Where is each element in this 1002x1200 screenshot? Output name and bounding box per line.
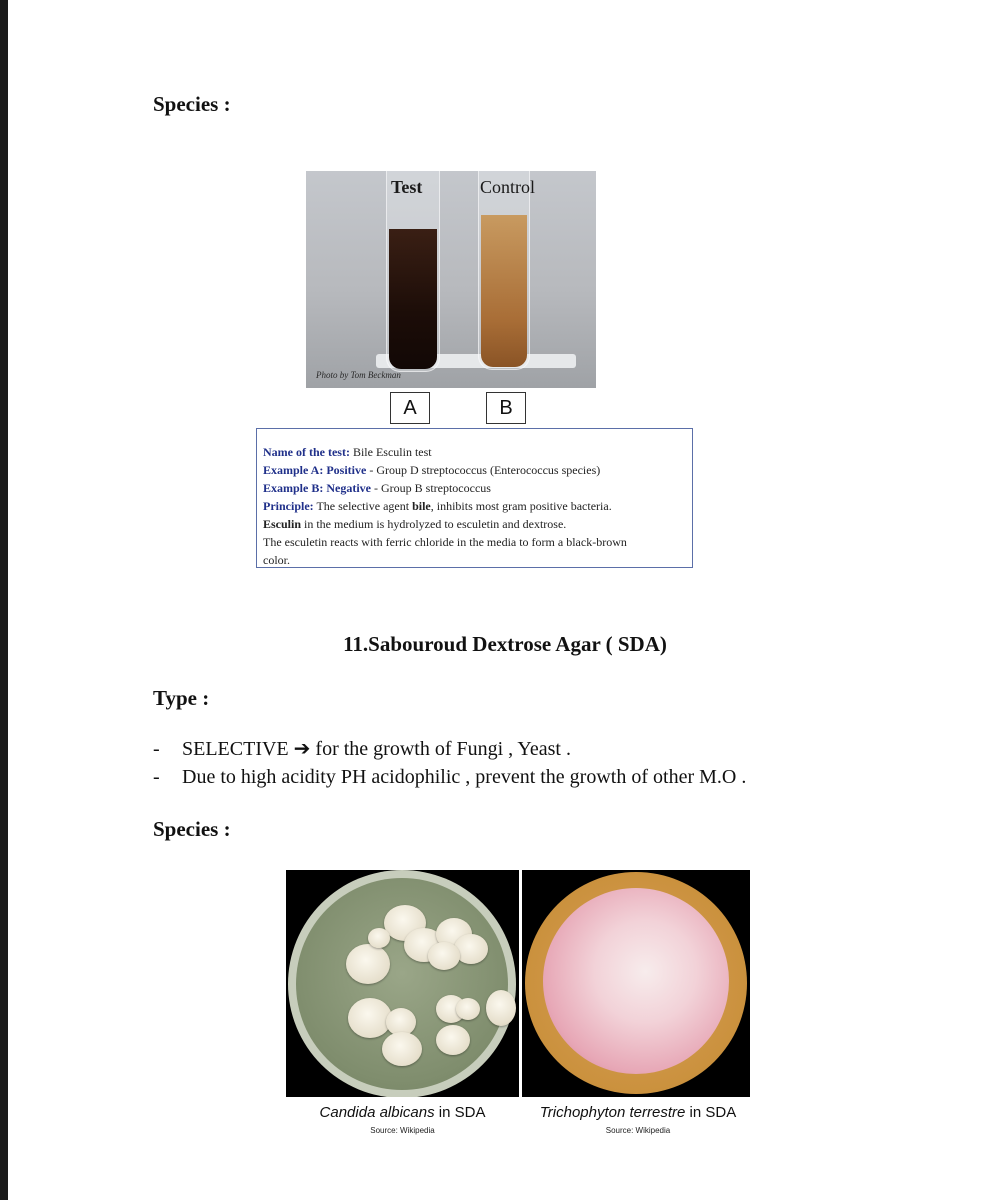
bullet-dash: - — [153, 738, 160, 760]
yeast-colony — [436, 1025, 470, 1055]
bile-esculin-photo — [306, 171, 596, 388]
box-label-b: B — [486, 392, 526, 424]
example-a-value: - Group D streptococcus (Enterococcus species) — [366, 463, 601, 477]
document-page — [8, 0, 1002, 1200]
info-row-name — [263, 443, 692, 461]
sda-title: 11.Sabouroud Dextrose Agar ( SDA) — [343, 632, 667, 656]
label-control: Control — [480, 177, 536, 197]
esculin-bold: Esculin — [263, 517, 302, 531]
candida-source: Source: Wikipedia — [370, 1126, 435, 1135]
test-tube-a — [386, 171, 440, 372]
trichophyton-plate-image — [522, 870, 750, 1097]
pink-fungal-colony — [543, 888, 729, 1074]
petri-dish — [525, 872, 747, 1094]
trichophyton-caption-rest: in SDA — [685, 1104, 737, 1121]
name-value: Bile Esculin test — [352, 445, 432, 459]
black-brown-medium — [389, 229, 437, 369]
candida-plate-image — [286, 870, 519, 1097]
info-row-last-2 — [263, 551, 692, 569]
last-line-2: color. — [263, 553, 290, 567]
info-row-example-b — [263, 479, 692, 497]
principle-label: Principle: — [263, 499, 314, 513]
yeast-colony — [486, 990, 516, 1026]
info-row-example-a — [263, 461, 692, 479]
yeast-colony — [456, 998, 480, 1020]
label-test: Test — [391, 177, 423, 197]
trichophyton-name: Trichophyton terrestre — [539, 1104, 686, 1121]
principle-pre: The selective agent — [313, 499, 413, 513]
candida-caption-rest: in SDA — [434, 1104, 486, 1121]
bullet-text: SELECTIVE ➔ for the growth of Fungi , Yeast . — [182, 738, 571, 760]
example-b-label: Example B: Negative — [263, 481, 371, 495]
species-heading-1: Species : — [153, 92, 231, 116]
last-line: The esculetin reacts with ferric chloride in the media to form a black-brown — [263, 535, 627, 549]
type-bullets — [153, 735, 746, 791]
trichophyton-source: Source: Wikipedia — [605, 1126, 671, 1135]
candida-caption — [286, 1104, 519, 1121]
bullet-text: Due to high acidity PH acidophilic , prevent the growth of other M.O . — [182, 766, 747, 788]
principle-post: , inhibits most gram positive bacteria. — [430, 499, 612, 513]
principle-bold: bile — [412, 499, 431, 513]
yeast-colony — [346, 944, 390, 984]
yeast-colony — [382, 1032, 422, 1066]
yeast-colony — [368, 928, 390, 948]
yeast-colony — [428, 942, 460, 970]
box-label-a: A — [390, 392, 430, 424]
info-row-last — [263, 533, 692, 551]
photo-credit: Photo by Tom Beckman — [316, 370, 401, 380]
bullet-item — [153, 763, 746, 791]
example-b-value: - Group B streptococcus — [370, 481, 491, 495]
test-tube-b — [478, 171, 530, 370]
type-heading: Type : — [153, 686, 210, 710]
info-row-principle — [263, 497, 692, 515]
test-info-box — [256, 428, 693, 568]
info-row-esculin — [263, 515, 692, 533]
species-heading-2: Species : — [153, 817, 231, 841]
bullet-dash: - — [153, 766, 160, 788]
esculin-text: in the medium is hydrolyzed to esculetin and dextrose. — [301, 517, 567, 531]
example-a-label: Example A: Positive — [263, 463, 367, 477]
amber-medium — [481, 215, 527, 367]
trichophyton-caption — [516, 1104, 760, 1121]
bullet-item — [153, 735, 746, 763]
candida-name: Candida albicans — [319, 1104, 435, 1121]
name-label: Name of the test: — [263, 445, 350, 459]
